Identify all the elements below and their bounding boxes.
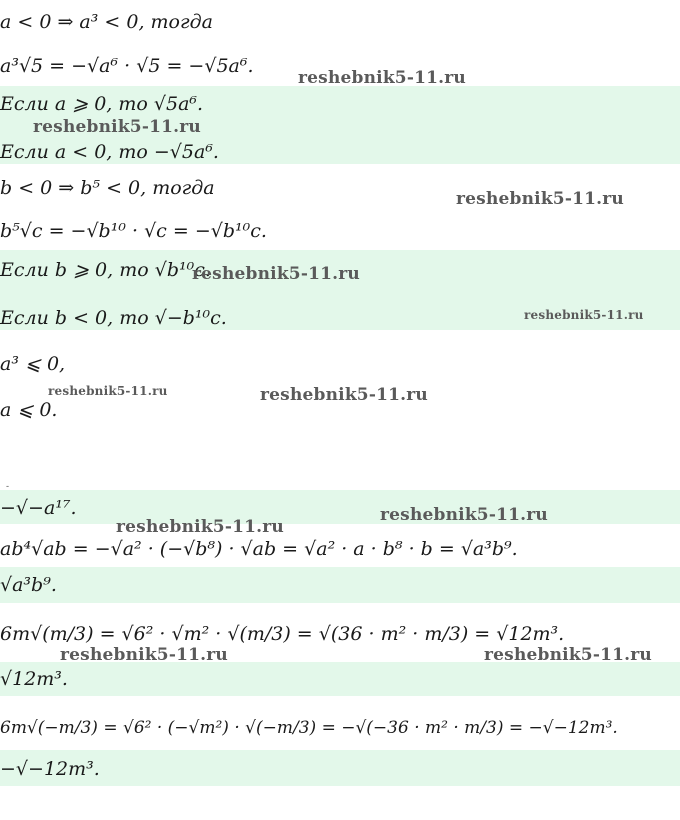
math-line: √12m³. bbox=[0, 668, 68, 690]
math-line: a < 0 ⇒ a³ < 0, тогда bbox=[0, 11, 213, 33]
math-line: Если b < 0, то √−b¹⁰c. bbox=[0, 307, 227, 329]
math-line: −√−a¹⁷. bbox=[0, 497, 77, 519]
watermark: reshebnik5-11.ru bbox=[260, 385, 428, 405]
answer-band-12m3 bbox=[0, 662, 680, 696]
math-line: a³ ⩽ 0, bbox=[0, 353, 66, 375]
math-line: a³√5 = −√a⁶ · √5 = −√5a⁶. bbox=[0, 55, 254, 77]
math-line: −√−12m³. bbox=[0, 758, 100, 780]
watermark: reshebnik5-11.ru bbox=[60, 645, 228, 665]
watermark: reshebnik5-11.ru bbox=[524, 308, 644, 322]
math-line: √a³b⁹. bbox=[0, 574, 57, 596]
watermark: reshebnik5-11.ru bbox=[484, 645, 652, 665]
math-line: Если b ⩾ 0, то √b¹⁰c. bbox=[0, 259, 211, 281]
math-line: b⁵√c = −√b¹⁰ · √c = −√b¹⁰c. bbox=[0, 220, 267, 242]
watermark: reshebnik5-11.ru bbox=[33, 117, 201, 137]
math-line: ab⁴√ab = −√a² · (−√b⁸) · √ab = √a² · a · b⁸ · b = √a³b⁹. bbox=[0, 538, 518, 560]
watermark: reshebnik5-11.ru bbox=[298, 68, 466, 88]
answer-band-a3b9 bbox=[0, 567, 680, 603]
math-line: 6m√(m/3) = √6² · √m² · √(m/3) = √(36 · m² · m/3) = √12m³. bbox=[0, 623, 565, 645]
answer-band-neg-12m3 bbox=[0, 750, 680, 786]
watermark: reshebnik5-11.ru bbox=[192, 264, 360, 284]
math-line: b < 0 ⇒ b⁵ < 0, тогда bbox=[0, 177, 215, 199]
math-line: 6m√(−m/3) = √6² · (−√m²) · √(−m/3) = −√(−36 · m² · m/3) = −√−12m³. bbox=[0, 718, 618, 738]
watermark: reshebnik5-11.ru bbox=[48, 384, 168, 398]
watermark: reshebnik5-11.ru bbox=[116, 517, 284, 537]
stray-mark: - bbox=[6, 482, 10, 492]
math-line: a ⩽ 0. bbox=[0, 399, 58, 421]
math-line: Если a < 0, то −√5a⁶. bbox=[0, 141, 219, 163]
math-line: Если a ⩾ 0, то √5a⁶. bbox=[0, 93, 204, 115]
watermark: reshebnik5-11.ru bbox=[380, 505, 548, 525]
answer-band-17 bbox=[0, 490, 680, 524]
watermark: reshebnik5-11.ru bbox=[456, 189, 624, 209]
